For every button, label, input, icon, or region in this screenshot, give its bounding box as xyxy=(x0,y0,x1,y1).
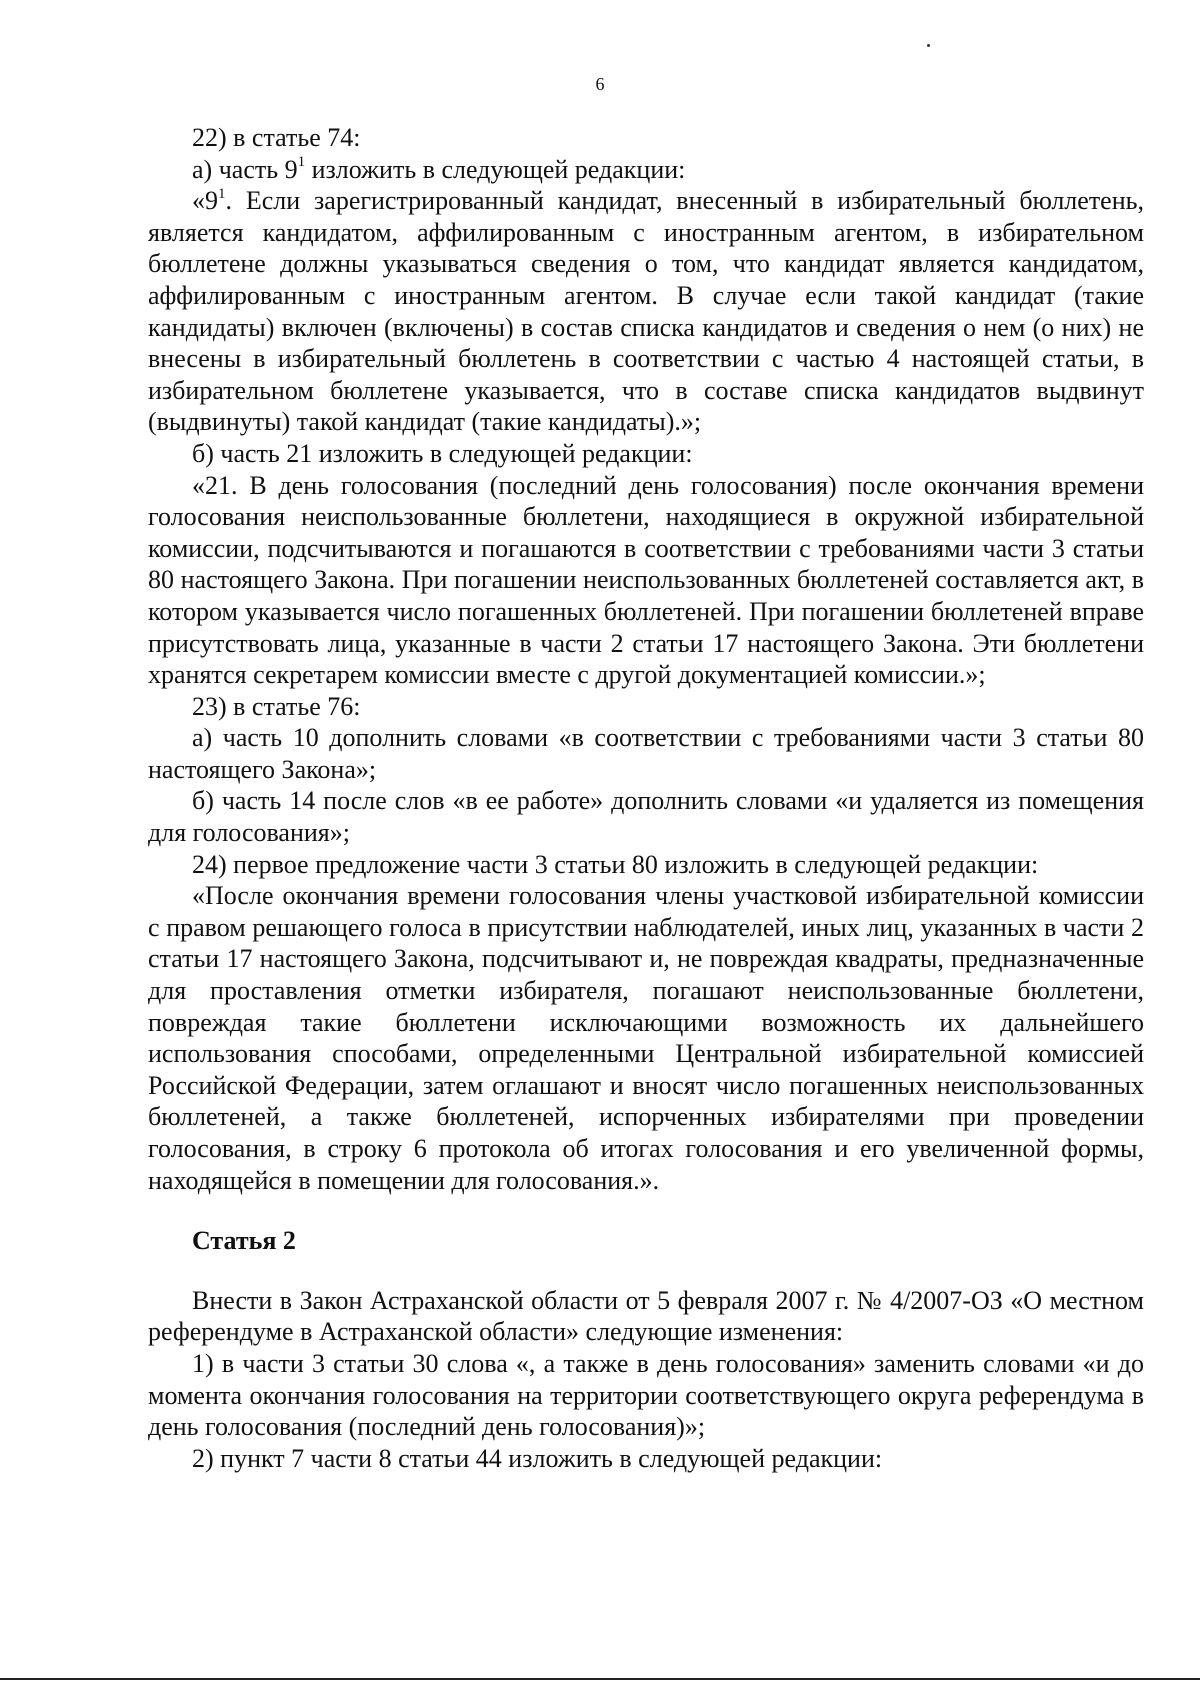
paragraph-22b: б) часть 21 изложить в следующей редакции: xyxy=(192,438,693,468)
article2-item-2: 2) пункт 7 части 8 статьи 44 изложить в следующей редакции: xyxy=(192,1443,883,1473)
article-heading: Статья 2 xyxy=(192,1226,296,1256)
paragraph-22: 22) в статье 74: xyxy=(192,123,361,152)
bottom-scan-edge xyxy=(0,1678,1200,1680)
paragraph-23: 23) в статье 76: xyxy=(192,691,361,721)
scan-speck xyxy=(927,44,930,47)
article2-item-1: 1) в части 3 статьи 30 слова «, а также в день голосования» заменить словами «и до момента окончания голосования на территории соответствующего округа референдума в день голосования (последний день голосования)»; xyxy=(148,1348,1144,1442)
superscript: 1 xyxy=(218,185,226,202)
paragraph-22a-rest: изложить в следующей редакции: xyxy=(305,154,686,184)
document-body xyxy=(148,122,1144,1474)
quote-9-rest: . Если зарегистрированный кандидат, внесенный в избирательный бюллетень, является кандидатом, аффилированным с иностранным агентом, в избирательном бюллетене должны указываться сведения о том, что кандидат является кандидатом, аффилированным с иностранным агентом. В случае если такой кандидат (такие кандидаты) включен (включены) в состав списка кандидатов и сведения о нем (о них) не внесены в избирательный бюллетень в соответствии с частью 4 настоящей статьи, в избирательном бюллетене указывается, что в составе списка кандидатов выдвинут (выдвинуты) такой кандидат (такие кандидаты).»; xyxy=(148,186,1144,437)
paragraph-23b: б) часть 14 после слов «в ее работе» дополнить словами «и удаляется из помещения для голосования»; xyxy=(148,786,1144,848)
paragraph-quote-21: «21. В день голосования (последний день голосования) после окончания времени голосования неиспользованные бюллетени, находящиеся в окружной избирательной комиссии, подсчитываются и погашаются в соответствии с требованиями части 3 статьи 80 настоящего Закона. При погашении неиспользованных бюллетеней составляется акт, в котором указывается число погашенных бюллетеней. При погашении бюллетеней вправе присутствовать лица, указанные в части 2 статьи 17 настоящего Закона. Эти бюллетени хранятся секретарем комиссии вместе с другой документацией комиссии.»; xyxy=(148,470,1144,690)
paragraph-23a: а) часть 10 дополнить словами «в соответствии с требованиями части 3 статьи 80 настоящего Закона»; xyxy=(148,723,1144,784)
quote-9-lead: «9 xyxy=(192,186,218,216)
superscript: 1 xyxy=(297,153,306,170)
paragraph-quote-80: «После окончания времени голосования члены участковой избирательной комиссии с правом решающего голоса в присутствии наблюдателей, иных лиц, указанных в части 2 статьи 17 настоящего Закона, подсчитывают и, не повреждая квадраты, предназначенные для проставления отметки избирателя, погашают неиспользованные бюллетени, повреждая такие бюллетени исключающими возможность их дальнейшего использования способами, определенными Центральной избирательной комиссией Российской Федерации, затем оглашают и вносят число погашенных неиспользованных бюллетеней, а также бюллетеней, испорченных избирателями при проведении голосования, в строку 6 протокола об итогах голосования и его увеличенной формы, находящейся в помещении для голосования.». xyxy=(148,881,1144,1195)
page-number: 6 xyxy=(595,74,605,94)
paragraph-22a-lead: а) часть 9 xyxy=(192,154,298,184)
paragraph-24: 24) первое предложение части 3 статьи 80 изложить в следующей редакции: xyxy=(192,849,1039,879)
paragraph-22a xyxy=(148,154,1144,186)
paragraph-quote-9-1 xyxy=(148,185,1144,438)
article2-intro: Внести в Закон Астраханской области от 5 февраля 2007 г. № 4/2007-ОЗ «О местном референдуме в Астраханской области» следующие изменения: xyxy=(148,1285,1144,1347)
